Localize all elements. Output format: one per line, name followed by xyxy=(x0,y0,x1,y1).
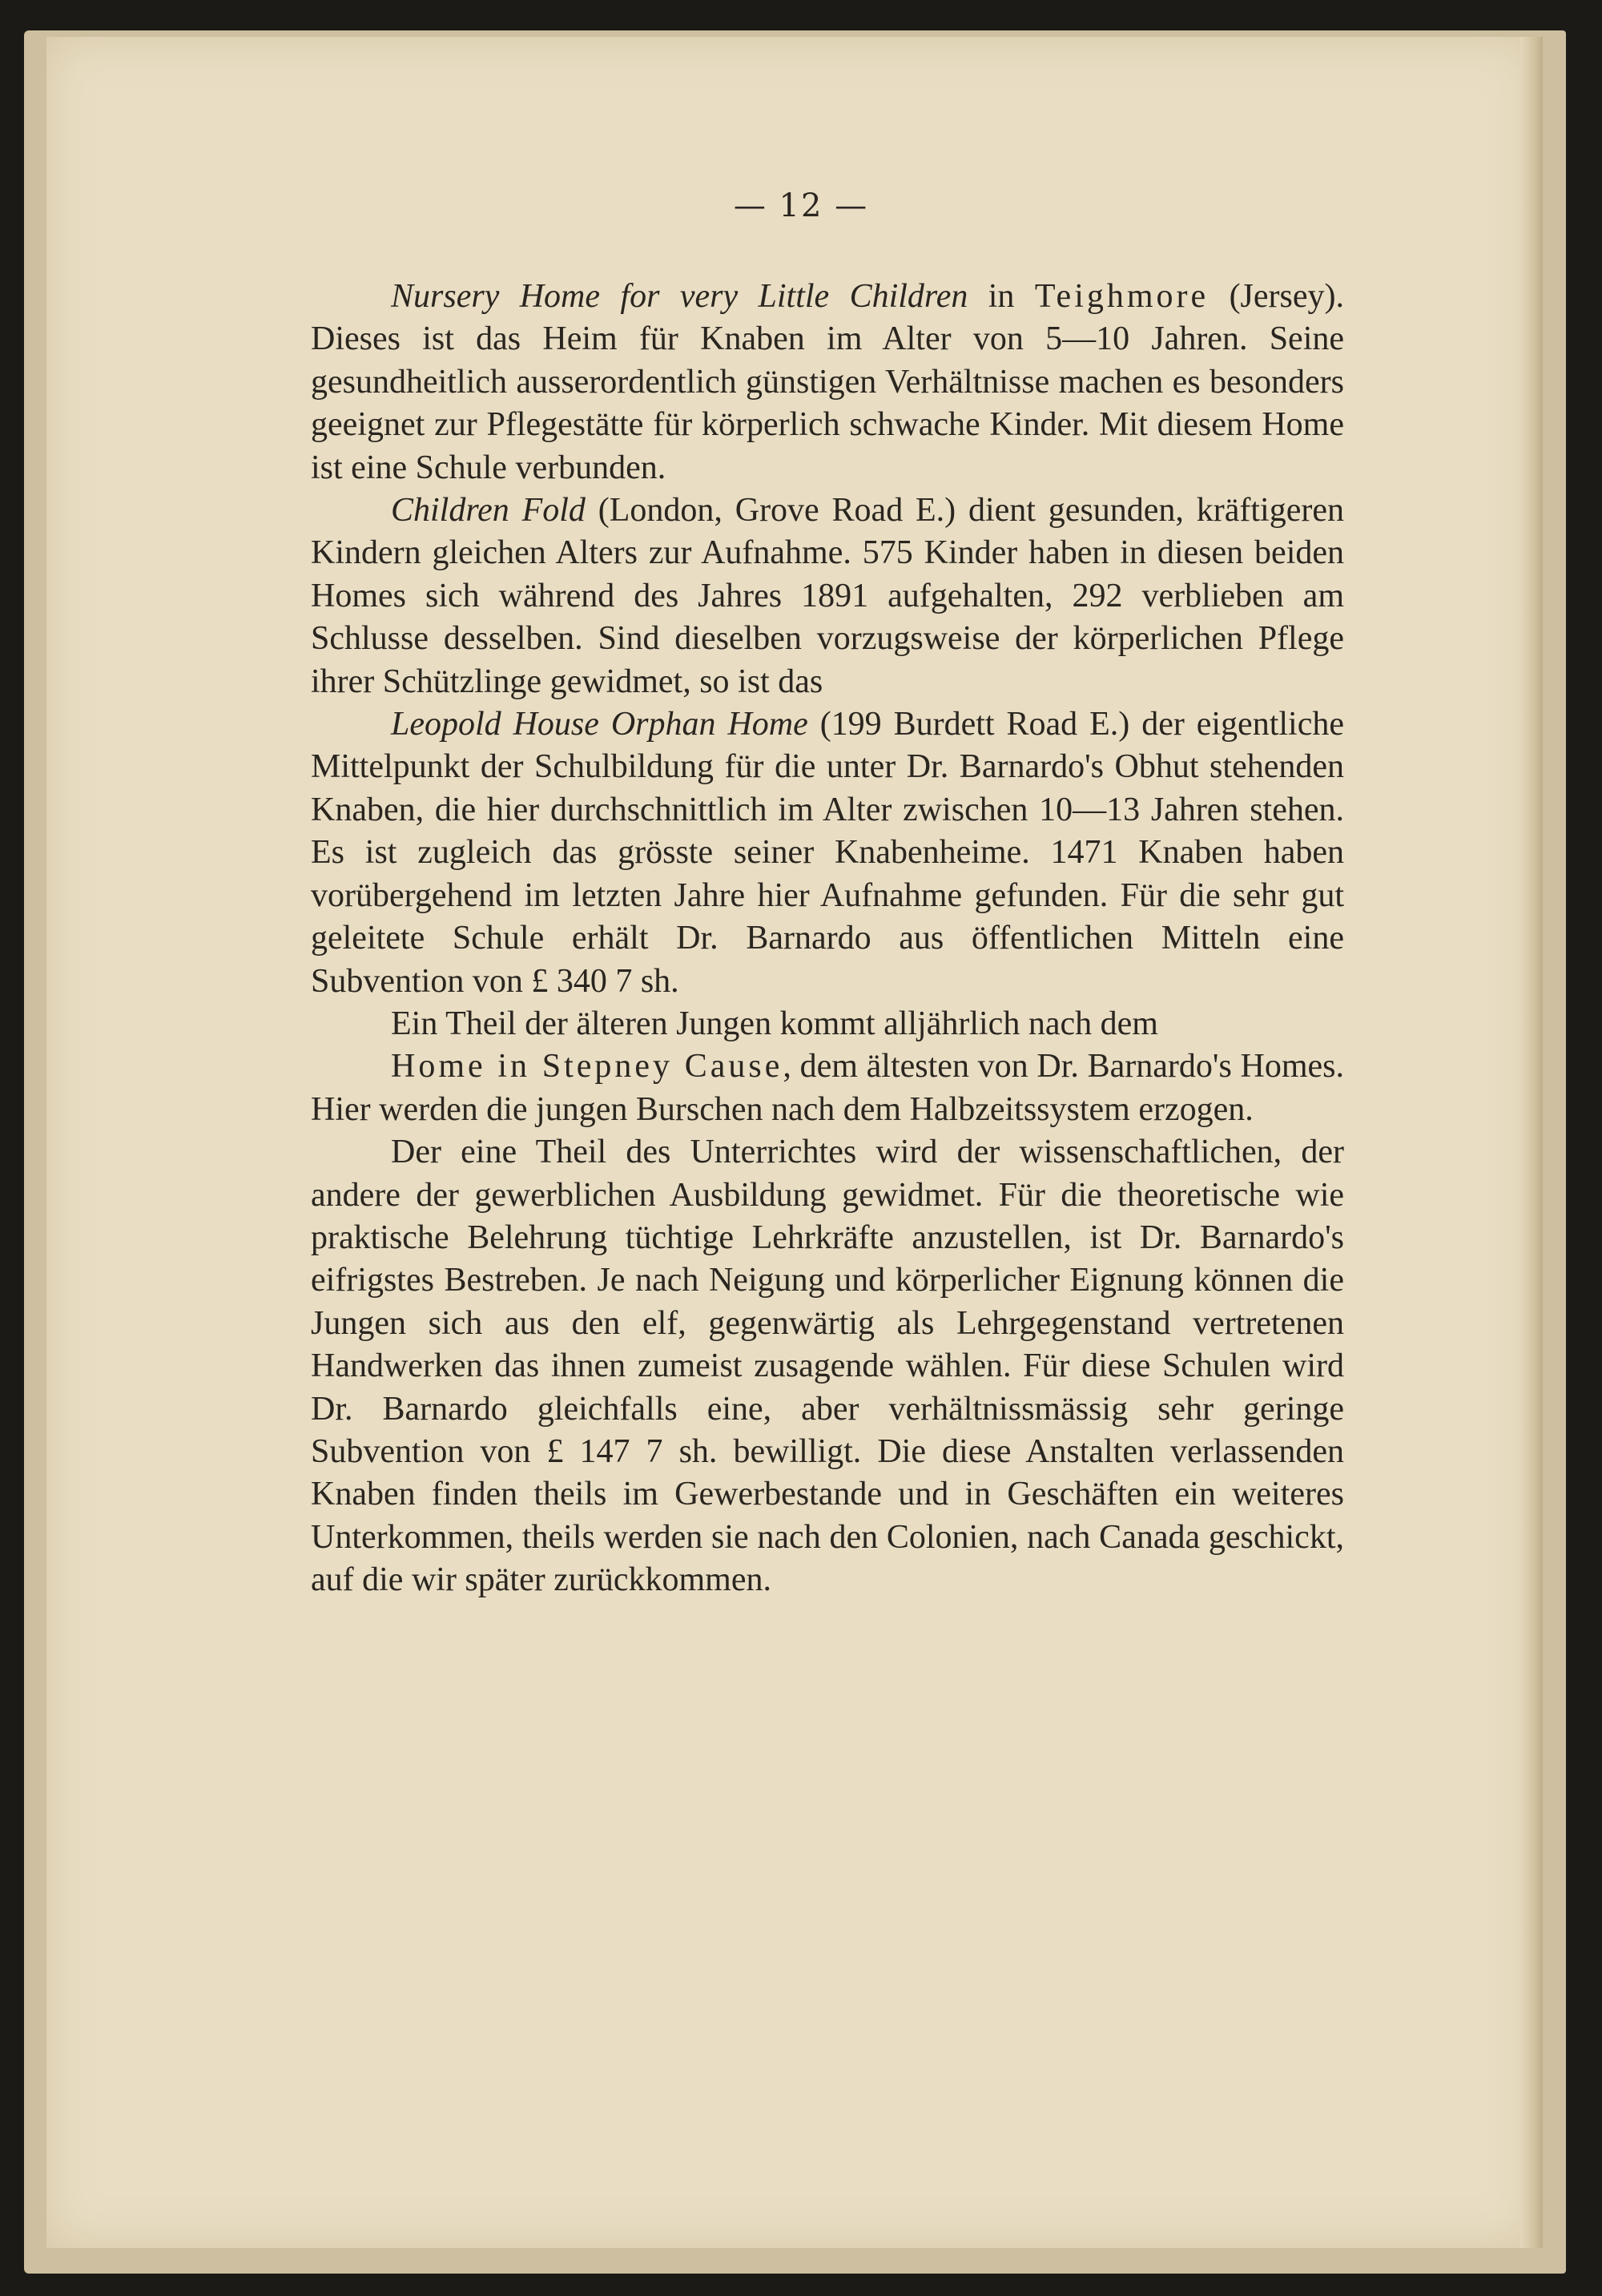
paragraph-older-boys xyxy=(311,1003,1344,1045)
title-nursery-home: Nursery Home for very Little Children xyxy=(391,278,968,315)
paragraph-text: (199 Burdett Road E.) der eigentliche Mittelpunkt der Schulbildung für die unter Dr. Barnardo's Obhut stehenden Knaben, die hier durchschnittlich im Alter zwischen 10—13 Jahren stehen. Es ist zugleich das grösste seiner Knabenheime. 1471 Knaben haben vorübergehend im letzten Jahre hier Aufnahme gefunden. Für die sehr gut geleitete Schule erhält Dr. Barnardo aus öffentlichen Mitteln eine Subvention von £ 340 7 sh. xyxy=(311,706,1344,1000)
place-teighmore: Teighmore xyxy=(1034,278,1210,315)
title-connector: in xyxy=(968,278,1035,315)
title-leopold-house: Leopold House Orphan Home xyxy=(391,706,808,743)
paragraph-text: Ein Theil der älteren Jungen kommt alljährlich nach dem xyxy=(391,1005,1158,1042)
title-stepney-cause: Home in Stepney Cause xyxy=(391,1048,783,1086)
paragraph-instruction xyxy=(311,1131,1344,1601)
paragraph-nursery-home xyxy=(311,276,1344,489)
page-gutter xyxy=(1520,37,1543,2248)
title-children-fold: Children Fold xyxy=(391,492,586,530)
page-number: — 12 — xyxy=(733,187,869,224)
paragraph-children-fold xyxy=(311,489,1344,703)
body-text xyxy=(311,276,1344,1602)
paragraph-leopold-house xyxy=(311,703,1344,1003)
paragraph-text: (Jersey). Dieses ist das Heim für Knaben im Alter von 5—10 Jahren. Seine gesundheitlich ausserordentlich günstigen Verhältnisse machen es besonders geeignet zur Pflegestätte für körperlich schwache Kinder. Mit diesem Home ist eine Schule verbunden. xyxy=(311,278,1344,486)
paragraph-stepney xyxy=(311,1045,1344,1131)
paragraph-text: , dem ältesten von Dr. Barnardo's Homes. Hier werden die jungen Burschen nach dem Halbzeitssystem erzogen. xyxy=(311,1048,1344,1128)
paragraph-text: (London, Grove Road E.) dient gesunden, kräftigeren Kindern gleichen Alters zur Aufnahme. 575 Kinder haben in diesen beiden Homes sich während des Jahres 1891 aufgehalten, 292 verblieben am Schlusse desselben. Sind dieselben vorzugsweise der körperlichen Pflege ihrer Schützlinge gewidmet, so ist das xyxy=(311,492,1344,700)
paragraph-text: Der eine Theil des Unterrichtes wird der wissenschaftlichen, der andere der gewerblichen Ausbildung gewidmet. Für die theoretische wie praktische Belehrung tüchtige Lehrkräfte anzustellen, ist Dr. Barnardo's eifrigstes Bestreben. Je nach Neigung und körperlicher Eignung können die Jungen sich aus den elf, gegenwärtig als Lehrgegenstand vertretenen Handwerken das ihnen zumeist zusagende wählen. Für diese Schulen wird Dr. Barnardo gleichfalls eine, aber verhältnissmässig sehr geringe Subvention von £ 147 7 sh. bewilligt. Die diese Anstalten verlassenden Knaben finden theils im Gewerbestande und in Geschäften ein weiteres Unterkommen, theils werden sie nach den Colonien, nach Canada geschickt, auf die wir später zurückkommen. xyxy=(311,1134,1344,1599)
